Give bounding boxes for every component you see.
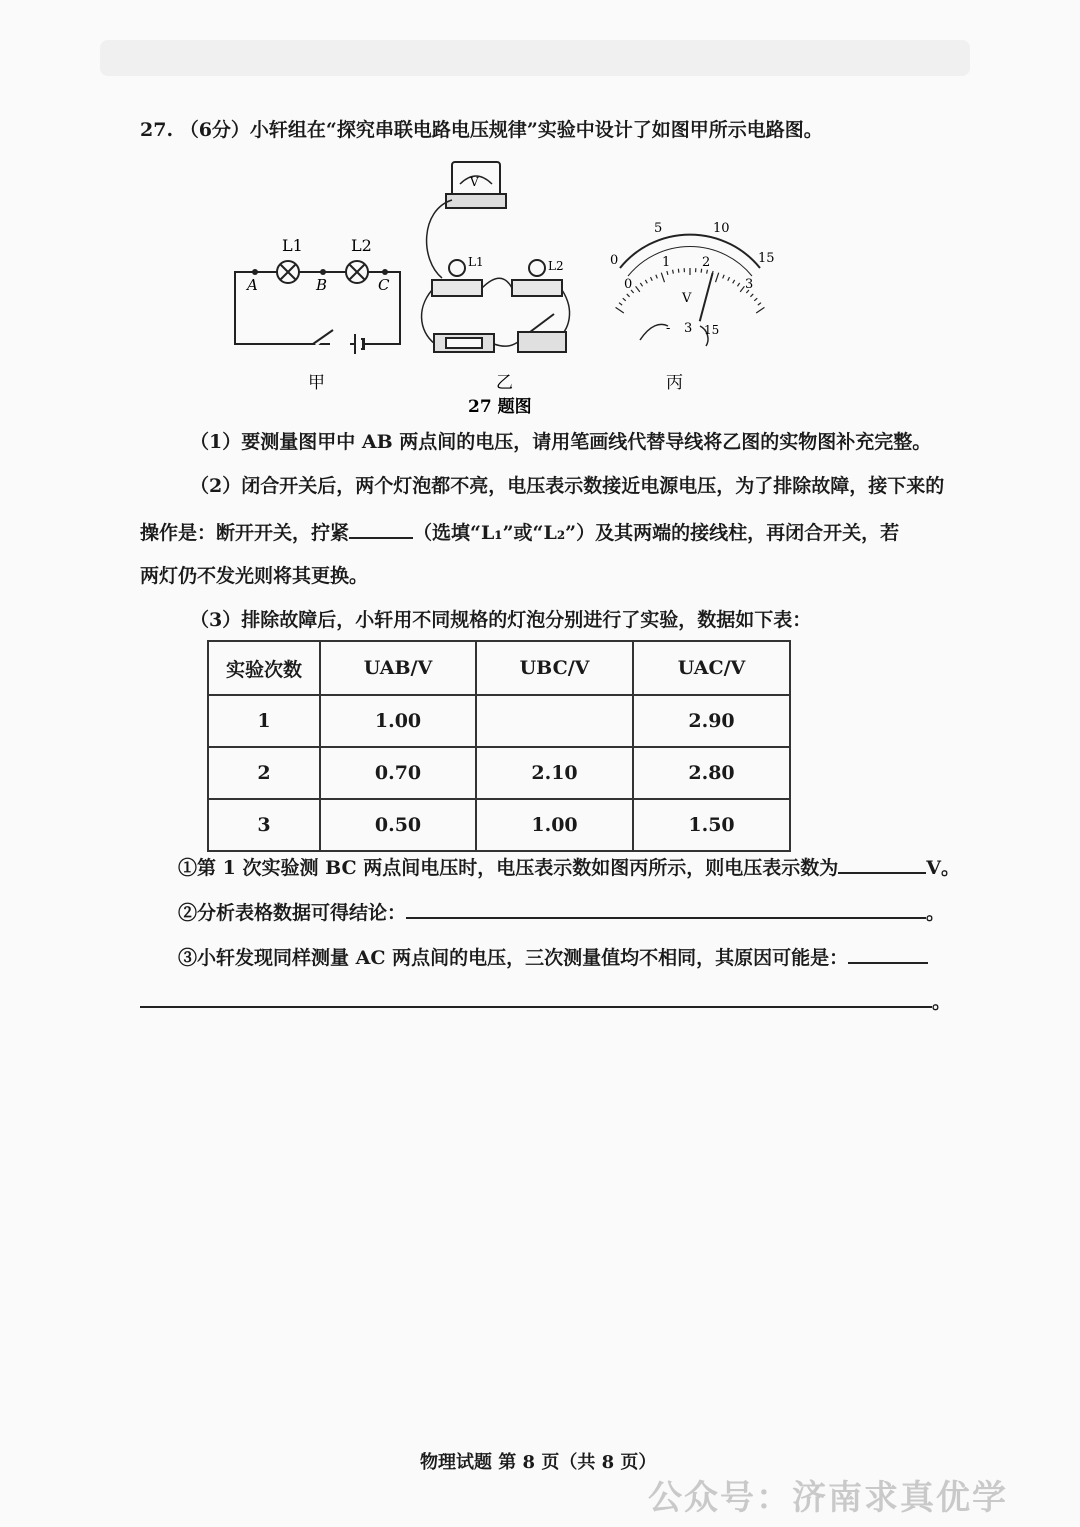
meter-tick: [645, 280, 647, 283]
label-a: A: [247, 276, 258, 294]
table-header-row: [208, 641, 790, 695]
answer-blank-voltage[interactable]: [838, 852, 926, 874]
table-cell: 2.90: [633, 695, 790, 747]
meter-bottom-3: 3: [745, 277, 754, 292]
meter-tick: [667, 271, 668, 275]
figure-27: [220, 150, 820, 420]
meter-tick: [754, 298, 757, 301]
part2-line1: （2）闭合开关后，两个灯泡都不亮，电压表示数接近电源电压，为了排除故障，接下来的: [190, 475, 945, 497]
meter-tick: [616, 307, 624, 313]
yi-label-l2: L2: [548, 259, 564, 273]
meter-top-15: 15: [758, 251, 775, 266]
meter-tick: [656, 275, 658, 279]
page-footer: 物理试题 第 8 页（共 8 页）: [420, 1452, 657, 1473]
table-header: 实验次数: [208, 641, 320, 695]
voltmeter-v-label: V: [470, 175, 479, 189]
meter-tick: [707, 270, 708, 274]
meter-tick: [716, 273, 719, 282]
part2-text-b: （选填“L₁”或“L₂”）及其两端的接线柱，再闭合开关，若: [413, 522, 900, 544]
meter-tick: [636, 286, 640, 292]
yi-label-l1: L1: [468, 255, 484, 269]
sub3-continuation: [140, 986, 951, 1016]
meter-unit: V: [682, 291, 692, 306]
meter-tick: [737, 283, 739, 286]
sub1-text: ①第 1 次实验测 BC 两点间电压时，电压表示数如图丙所示，则电压表示数为: [178, 857, 839, 879]
sub3-text: ③小轩发现同样测量 AC 两点间的电压，三次测量值均不相同，其原因可能是：: [178, 947, 849, 969]
meter-tick: [758, 303, 761, 305]
sub1-line: [178, 852, 960, 882]
table-cell: 1.00: [320, 695, 476, 747]
part3-text: （3）排除故障后，小轩用不同规格的灯泡分别进行了实验，数据如下表：: [190, 609, 812, 631]
sub1-unit: V。: [926, 857, 960, 879]
lamp-l2-symbol: [346, 261, 368, 283]
meter-tick: [733, 280, 735, 283]
answer-blank-reason-cont[interactable]: [140, 986, 932, 1008]
meter-tick: [756, 307, 764, 313]
table-cell: 0.50: [320, 799, 476, 851]
meter-tick: [623, 298, 626, 301]
data-table: [207, 640, 791, 852]
part1-text: （1）要测量图甲中 AB 两点间的电压，请用笔画线代替导线将乙图的实物图补充完整。: [190, 431, 932, 453]
label-l2: L2: [351, 236, 372, 255]
meter-tick: [673, 270, 674, 274]
meter-tick: [640, 283, 642, 286]
answer-blank-lamp[interactable]: [349, 517, 413, 539]
table-cell: 1.50: [633, 799, 790, 851]
meter-tick: [750, 294, 753, 297]
meter-top-10: 10: [713, 221, 730, 236]
table-cell: 2.80: [633, 747, 790, 799]
part2-line3: 两灯仍不发光则将其更换。: [140, 565, 369, 587]
sub2-text: ②分析表格数据可得结论：: [178, 902, 407, 924]
battery-gap: [356, 340, 362, 348]
node-c: [382, 269, 388, 275]
table-cell: 1.00: [476, 799, 633, 851]
scan-edge: [100, 40, 970, 76]
sub3-line: [178, 942, 928, 972]
terminal-3: 3: [684, 321, 693, 336]
watermark: 公众号：济南求真优学: [648, 1478, 1008, 1518]
table-row: [208, 747, 790, 799]
lamp-l1-symbol: [277, 261, 299, 283]
meter-bottom-1: 1: [662, 255, 671, 270]
answer-blank-reason[interactable]: [848, 942, 928, 964]
table-cell: 3: [208, 799, 320, 851]
meter-tick: [678, 269, 679, 273]
label-yi: 乙: [496, 373, 513, 393]
table-cell: 1: [208, 695, 320, 747]
table-cell: 2.10: [476, 747, 633, 799]
question-stem: [140, 116, 823, 144]
meter-tick: [627, 294, 630, 297]
node-a: [252, 269, 258, 275]
terminal-15: 15: [704, 323, 720, 337]
switch-gap: [330, 340, 350, 348]
table-cell: 2: [208, 747, 320, 799]
label-b: B: [316, 276, 328, 294]
sub2-line: [178, 897, 945, 927]
table-cell: 0.70: [320, 747, 476, 799]
table-row: [208, 695, 790, 747]
sub2-end: 。: [926, 902, 946, 924]
part2-line2: [140, 517, 899, 547]
figure-caption: 27 题图: [468, 397, 532, 417]
answer-blank-conclusion[interactable]: [406, 897, 926, 919]
part2-text-a: 操作是：断开开关，拧紧: [140, 522, 350, 544]
meter-bottom-0: 0: [624, 277, 633, 292]
meter-tick: [723, 275, 725, 279]
label-bing: 丙: [666, 373, 683, 393]
question-number: 27.: [140, 119, 174, 141]
meter-tick: [619, 303, 622, 305]
meter-tick: [650, 277, 652, 281]
table-header: UAC/V: [633, 641, 790, 695]
table-header: UBC/V: [476, 641, 633, 695]
terminal-minus: -: [666, 321, 671, 336]
table-cell-blank[interactable]: [476, 695, 633, 747]
sub3-end: 。: [932, 991, 952, 1013]
label-jia: 甲: [308, 373, 325, 393]
meter-bottom-2: 2: [702, 255, 711, 270]
meter-top-zero: 0: [610, 253, 619, 268]
table-header: UAB/V: [320, 641, 476, 695]
meter-tick: [728, 277, 730, 281]
meter-top-5: 5: [654, 221, 663, 236]
meter-needle: [700, 273, 713, 321]
table-row: [208, 799, 790, 851]
question-stem-text: （6分）小轩组在“探究串联电路电压规律”实验中设计了如图甲所示电路图。: [179, 119, 823, 141]
physical-circuit-yi: [422, 162, 570, 352]
node-b: [320, 269, 326, 275]
meter-tick: [740, 286, 744, 292]
label-c: C: [378, 276, 390, 294]
meter-tick: [661, 273, 664, 282]
label-l1: L1: [282, 236, 303, 255]
